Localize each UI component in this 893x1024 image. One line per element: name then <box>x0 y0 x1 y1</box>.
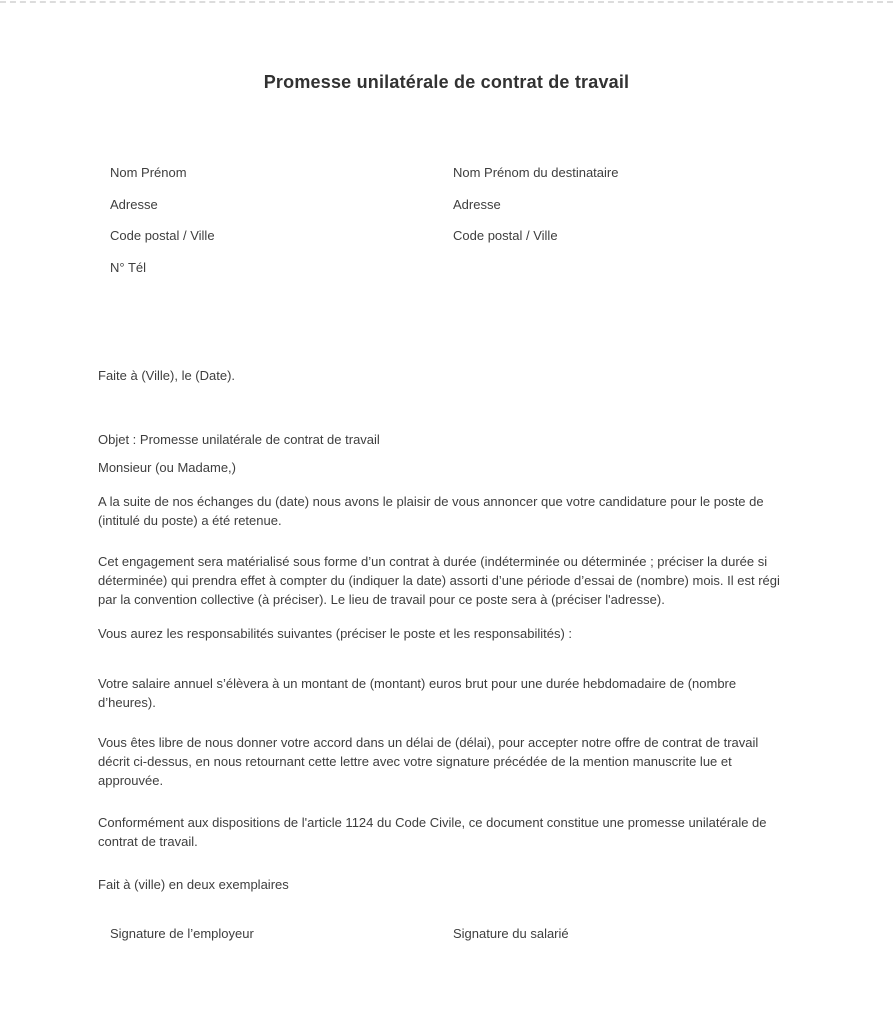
recipient-address: Adresse <box>453 196 501 212</box>
document-title: Promesse unilatérale de contrat de travail <box>263 72 630 92</box>
paragraph-salaire: Votre salaire annuel s’élèvera à un montant de (montant) euros brut pour une durée hebdomadaire de (nombre d’heures). <box>98 676 737 710</box>
signature-employer-label: Signature de l’employeur <box>110 926 254 941</box>
page-top-dashed-rule <box>0 1 893 3</box>
paragraph-engagement: Cet engagement sera matérialisé sous forme d’un contrat à durée (indéterminée ou déterminée ; préciser la durée si déterminée) qui prendra effet à compter du (indiquer la date) assorti d’une période d’essai de (nombre) mois. Il est régi par la convention collective (à préciser). Le lieu de travail pour ce poste sera à (préciser l'adresse). <box>98 554 780 607</box>
paragraph-delai-accord: Vous êtes libre de nous donner votre accord dans un délai de (délai), pour accepter notre offre de contrat de travail décrit ci-dessus, en nous retournant cette lettre avec votre signature précédée de la mention manuscrite lue et approuvée. <box>98 735 759 788</box>
sender-postal-city: Code postal / Ville <box>110 228 215 244</box>
recipient-address-block <box>453 157 783 252</box>
sender-phone: N° Tél <box>110 259 147 275</box>
paragraph-responsabilites: Vous aurez les responsabilités suivantes (préciser le poste et les responsabilités) : <box>98 626 573 641</box>
signature-employee-label: Signature du salarié <box>453 926 569 941</box>
recipient-name: Nom Prénom du destinataire <box>453 165 619 180</box>
paragraph-article-1124: Conformément aux dispositions de l'article 1124 du Code Civile, ce document constitue une promesse unilatérale de contrat de travail. <box>98 815 767 849</box>
recipient-postal-city: Code postal / Ville <box>453 228 558 244</box>
place-date-line: Faite à (Ville), le (Date). <box>98 368 236 383</box>
sender-address: Adresse <box>110 196 158 212</box>
salutation-line: Monsieur (ou Madame,) <box>98 460 236 475</box>
subject-line: Objet : Promesse unilatérale de contrat de travail <box>98 432 380 447</box>
sender-name: Nom Prénom <box>110 165 187 180</box>
sender-address-block <box>110 157 440 283</box>
paragraph-candidature: A la suite de nos échanges du (date) nous avons le plaisir de vous annoncer que votre candidature pour le poste de (intitulé du poste) a été retenue. <box>98 494 764 528</box>
made-in-line: Fait à (ville) en deux exemplaires <box>98 877 289 892</box>
